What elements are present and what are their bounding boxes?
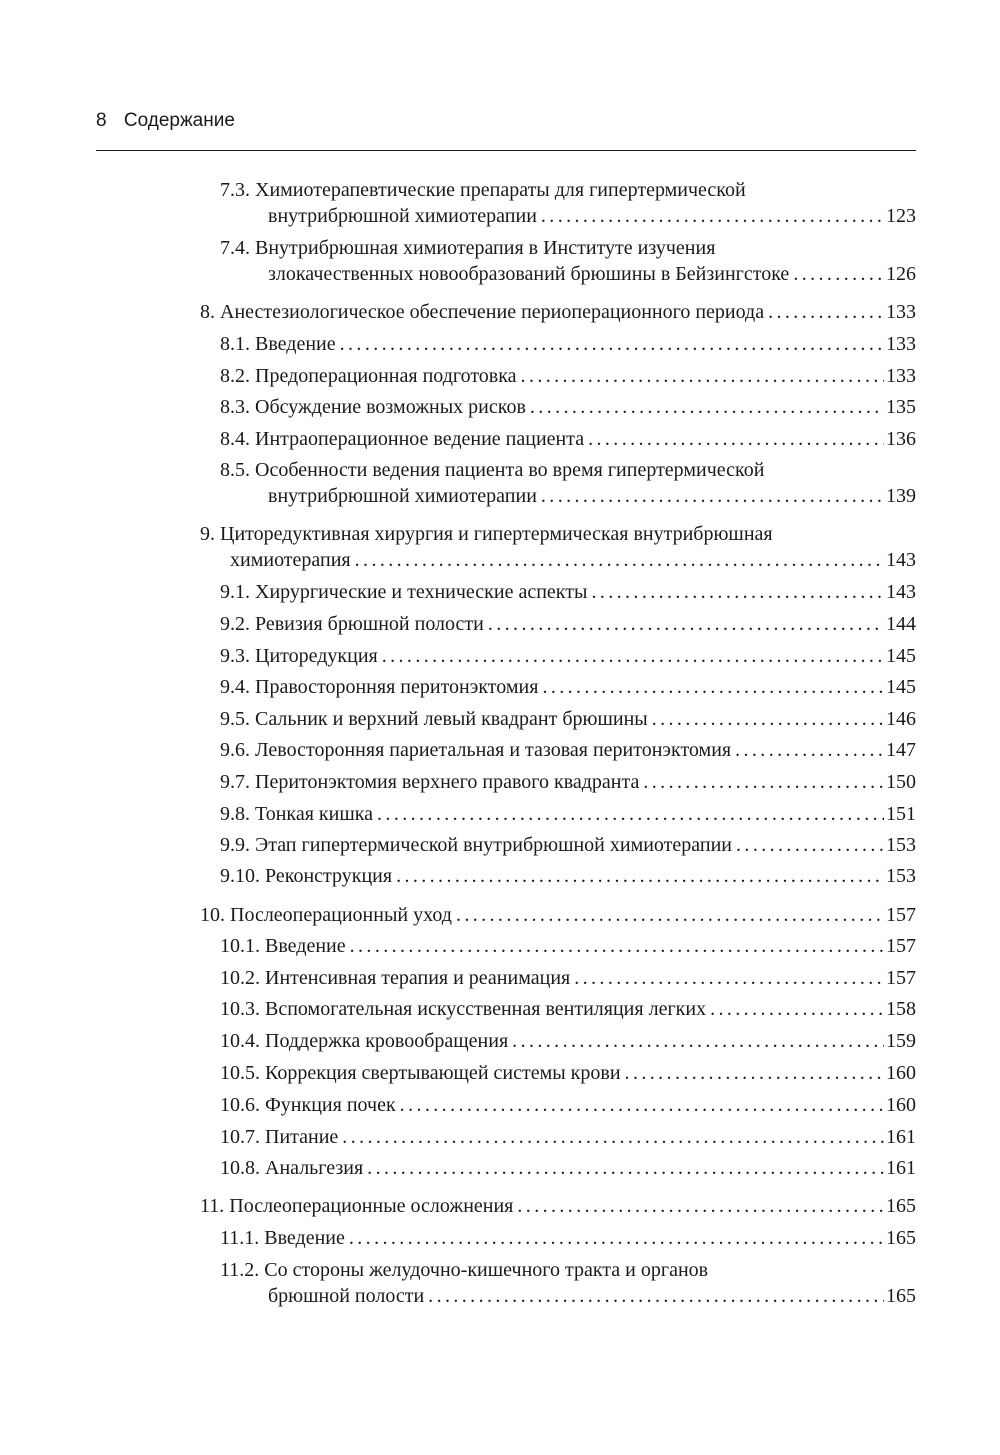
toc-page-number: 135 (886, 396, 916, 418)
leader-dots (574, 964, 884, 992)
toc-entry-9-2[interactable] (220, 610, 916, 638)
toc-entry-10-2[interactable] (220, 964, 916, 992)
toc-chapter-11[interactable] (200, 1192, 916, 1220)
toc-entry-title: 8.4. Интраоперационное ведение пациента (220, 428, 585, 450)
leader-dots (588, 425, 884, 453)
leader-dots (530, 393, 884, 421)
toc-entry-10-7[interactable] (220, 1123, 916, 1151)
toc-chapter-9[interactable] (230, 546, 916, 574)
leader-dots (349, 1224, 884, 1252)
toc-chapter-8[interactable] (200, 298, 916, 326)
toc-entry-title: 9.6. Левосторонняя париетальная и тазовая перитонэктомия (220, 739, 732, 761)
toc-page-number: 157 (886, 967, 916, 989)
toc-page-number: 139 (886, 485, 916, 507)
toc-page-number: 136 (886, 428, 916, 450)
leader-dots (512, 1027, 884, 1055)
toc-page-number: 143 (886, 581, 916, 603)
toc-entry-title: 9.2. Ревизия брюшной полости (220, 613, 484, 635)
toc-chapter-title: 8. Анестезиологическое обеспечение периоперационного периода (200, 301, 765, 323)
toc-entry-title: 10.6. Функция почек (220, 1094, 396, 1116)
toc-page-number: 165 (886, 1227, 916, 1249)
toc-page-number: 150 (886, 771, 916, 793)
toc-entry-title: 11.1. Введение (220, 1227, 345, 1249)
toc-entry-10-8[interactable] (220, 1154, 916, 1182)
toc-entry-title: 8.2. Предоперационная подготовка (220, 365, 517, 387)
toc-page-number: 133 (886, 365, 916, 387)
toc-entry-title: злокачественных новообразований брюшины в Бейзингстоке (268, 263, 790, 285)
toc-entry-9-8[interactable] (220, 800, 916, 828)
running-head (96, 110, 235, 132)
toc-entry-title: 10.2. Интенсивная терапия и реанимация (220, 967, 571, 989)
leader-dots (521, 362, 884, 390)
leader-dots (625, 1059, 884, 1087)
toc-entry-title: 10.7. Питание (220, 1126, 339, 1148)
leader-dots (340, 330, 884, 358)
leader-dots (541, 202, 884, 230)
toc-entry-title: 8.3. Обсуждение возможных рисков (220, 396, 526, 418)
page-number: 8 (96, 110, 107, 131)
toc-entry-7-3-line1: 7.3. Химиотерапевтические препараты для гипертермической (220, 179, 746, 201)
leader-dots (768, 298, 884, 326)
toc-entry-7-3[interactable] (268, 202, 916, 230)
toc-entry-11-2[interactable] (268, 1282, 916, 1310)
toc-entry-title: 9.3. Циторедукция (220, 645, 378, 667)
toc-page-number: 160 (886, 1062, 916, 1084)
toc-page-number: 144 (886, 613, 916, 635)
toc-entry-title: 9.7. Перитонэктомия верхнего правого квадранта (220, 771, 640, 793)
leader-dots (735, 736, 884, 764)
toc-chapter-title: 10. Послеоперационный уход (200, 904, 452, 926)
toc-entry-title: 9.8. Тонкая кишка (220, 803, 374, 825)
toc-entry-title: 10.4. Поддержка кровообращения (220, 1030, 509, 1052)
leader-dots (793, 260, 884, 288)
toc-entry-9-10[interactable] (220, 862, 916, 890)
leader-dots (367, 1154, 884, 1182)
toc-entry-9-3[interactable] (220, 642, 916, 670)
leader-dots (382, 642, 884, 670)
toc-entry-title: 9.10. Реконструкция (220, 865, 393, 887)
toc-page-number: 146 (886, 708, 916, 730)
toc-entry-title: 10.1. Введение (220, 935, 346, 957)
leader-dots (591, 578, 884, 606)
toc-entry-9-9[interactable] (220, 831, 916, 859)
toc-page-number: 123 (886, 205, 916, 227)
leader-dots (428, 1282, 884, 1310)
leader-dots (350, 932, 884, 960)
leader-dots (736, 831, 884, 859)
toc-page-number: 126 (886, 263, 916, 285)
toc-entry-7-4-line1: 7.4. Внутрибрюшная химиотерапия в Институте изучения (220, 237, 716, 259)
leader-dots (488, 610, 884, 638)
toc-entry-title: внутрибрюшной химиотерапии (268, 205, 537, 227)
toc-page-number: 145 (886, 645, 916, 667)
toc-page-number: 157 (886, 904, 916, 926)
toc-entry-10-3[interactable] (220, 995, 916, 1023)
toc-entry-9-5[interactable] (220, 705, 916, 733)
toc-page-number: 145 (886, 676, 916, 698)
leader-dots (710, 995, 884, 1023)
leader-dots (456, 901, 884, 929)
toc-page-number: 165 (886, 1285, 916, 1307)
toc-entry-8-5[interactable] (268, 482, 916, 510)
toc-page-number: 161 (886, 1157, 916, 1179)
leader-dots (400, 1091, 884, 1119)
toc-page-number: 153 (886, 865, 916, 887)
toc-page-number: 158 (886, 998, 916, 1020)
toc-entry-11-2-line1: 11.2. Со стороны желудочно-кишечного тракта и органов (220, 1259, 709, 1281)
toc-entry-10-5[interactable] (220, 1059, 916, 1087)
toc-entry-8-4[interactable] (220, 425, 916, 453)
toc-page-number: 161 (886, 1126, 916, 1148)
header-rule (96, 150, 916, 151)
leader-dots (342, 1123, 884, 1151)
leader-dots (652, 705, 884, 733)
toc-page-number: 160 (886, 1094, 916, 1116)
toc-entry-8-1[interactable] (220, 330, 916, 358)
toc-page-number: 157 (886, 935, 916, 957)
toc-page-number: 147 (886, 739, 916, 761)
toc-entry-11-1[interactable] (220, 1224, 916, 1252)
toc-entry-8-5-line1: 8.5. Особенности ведения пациента во время гипертермической (220, 459, 765, 481)
toc-entry-title: 10.8. Анальгезия (220, 1157, 364, 1179)
toc-page-number: 153 (886, 834, 916, 856)
leader-dots (542, 673, 884, 701)
running-head-title: Содержание (123, 110, 235, 131)
leader-dots (355, 546, 884, 574)
toc-entry-9-1[interactable] (220, 578, 916, 606)
toc-chapter-10[interactable] (200, 901, 916, 929)
toc-entry-title: 10.3. Вспомогательная искусственная вентиляция легких (220, 998, 707, 1020)
toc-entry-title: 8.1. Введение (220, 333, 336, 355)
toc-entry-title: брюшной полости (268, 1285, 425, 1307)
toc-entry-9-6[interactable] (220, 736, 916, 764)
toc-chapter-9-line1: 9. Циторедуктивная хирургия и гипертермическая внутрибрюшная (200, 523, 773, 545)
toc-page-number: 133 (886, 333, 916, 355)
toc-entry-10-4[interactable] (220, 1027, 916, 1055)
toc-entry-7-4[interactable] (268, 260, 916, 288)
toc-entry-10-6[interactable] (220, 1091, 916, 1119)
toc-entry-title: 9.4. Правосторонняя перитонэктомия (220, 676, 539, 698)
leader-dots (396, 862, 884, 890)
toc-entry-title: внутрибрюшной химиотерапии (268, 485, 537, 507)
toc-entry-10-1[interactable] (220, 932, 916, 960)
toc-page-number: 143 (886, 549, 916, 571)
toc-page-number: 159 (886, 1030, 916, 1052)
toc-entry-title: 10.5. Коррекция свертывающей системы крови (220, 1062, 621, 1084)
toc-entry-title: 9.5. Сальник и верхний левый квадрант брюшины (220, 708, 648, 730)
toc-page-number: 151 (886, 803, 916, 825)
toc-entry-9-7[interactable] (220, 768, 916, 796)
toc-entry-9-4[interactable] (220, 673, 916, 701)
toc-entry-8-3[interactable] (220, 393, 916, 421)
toc-page-number: 133 (886, 301, 916, 323)
leader-dots (541, 482, 884, 510)
leader-dots (643, 768, 884, 796)
toc-page-number: 165 (886, 1195, 916, 1217)
toc-entry-8-2[interactable] (220, 362, 916, 390)
toc-chapter-title: 11. Послеоперационные осложнения (200, 1195, 514, 1217)
toc-entry-title: 9.9. Этап гипертермической внутрибрюшной химиотерапии (220, 834, 733, 856)
toc-chapter-title: химиотерапия (230, 549, 351, 571)
toc-entry-title: 9.1. Хирургические и технические аспекты (220, 581, 588, 603)
leader-dots (377, 800, 884, 828)
leader-dots (517, 1192, 884, 1220)
